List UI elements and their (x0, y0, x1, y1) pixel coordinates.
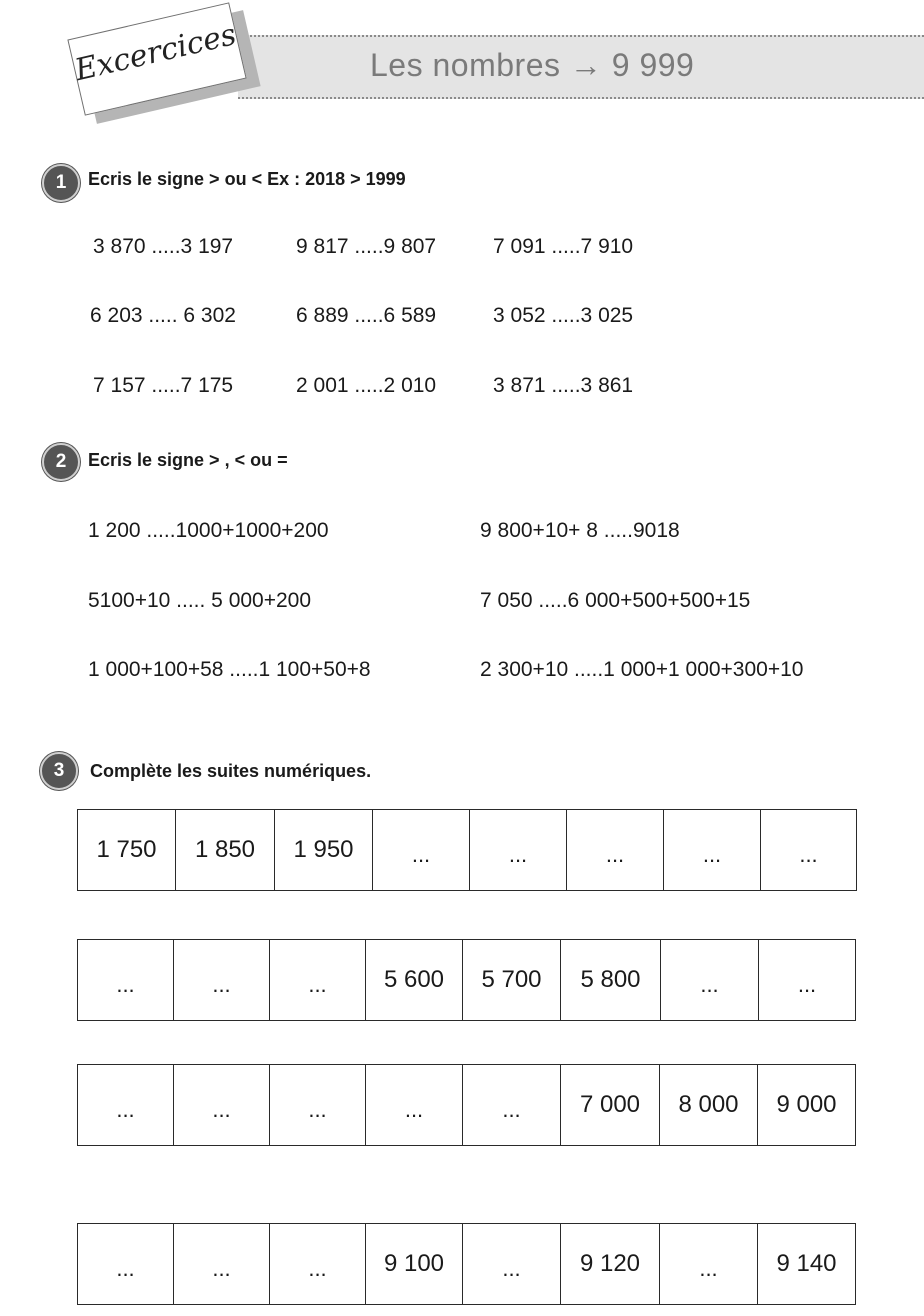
exercise-1-number: 1 (42, 164, 80, 202)
exercise-1-item: 7 157 .....7 175 (93, 374, 234, 397)
sequence-cell[interactable]: ... (174, 1065, 270, 1146)
exercise-3-number: 3 (40, 752, 78, 790)
exercise-2-item: 7 050 .....6 000+500+500+15 (480, 589, 751, 612)
sequence-cell[interactable]: ... (174, 1224, 270, 1305)
sequence-cell[interactable]: ... (463, 1224, 561, 1305)
sequence-cell[interactable]: ... (270, 1065, 366, 1146)
exercise-1-item: 3 871 .....3 861 (493, 374, 634, 397)
exercise-3-title: Complète les suites numériques. (90, 761, 372, 781)
exercise-2-item: 2 300+10 .....1 000+1 000+300+10 (480, 658, 804, 681)
exercise-1-item: 3 870 .....3 197 (93, 235, 234, 258)
exercise-2-item: 1 000+100+58 .....1 100+50+8 (88, 658, 371, 681)
sequence-cell[interactable]: ... (660, 1224, 758, 1305)
exercise-2-item: 9 800+10+ 8 .....9018 (480, 519, 680, 542)
sequence-cell: 9 000 (758, 1065, 856, 1146)
exercise-2-title: Ecris le signe > , < ou = (88, 450, 288, 470)
sequence-table-4 (77, 1223, 856, 1305)
sequence-cell: 5 800 (561, 940, 661, 1021)
sequence-cell[interactable]: ... (664, 810, 761, 891)
sequence-table-1 (77, 809, 857, 891)
sequence-cell[interactable]: ... (759, 940, 856, 1021)
sequence-cell: 7 000 (561, 1065, 660, 1146)
exercices-badge (67, 2, 246, 115)
sequence-cell: 5 600 (366, 940, 463, 1021)
table-row (78, 1224, 856, 1305)
sequence-cell[interactable]: ... (661, 940, 759, 1021)
sequence-cell[interactable]: ... (270, 940, 366, 1021)
exercise-2-item: 5100+10 ..... 5 000+200 (88, 589, 312, 612)
sequence-cell: 1 750 (78, 810, 176, 891)
exercise-2-item: 1 200 .....1000+1000+200 (88, 519, 329, 542)
sequence-cell[interactable]: ... (761, 810, 857, 891)
exercise-2-number: 2 (42, 443, 80, 481)
sequence-cell[interactable]: ... (463, 1065, 561, 1146)
sequence-table-3 (77, 1064, 856, 1146)
sequence-cell: 8 000 (660, 1065, 758, 1146)
sequence-cell[interactable]: ... (366, 1065, 463, 1146)
exercise-1-item: 2 001 .....2 010 (296, 374, 437, 397)
exercise-1-item: 9 817 .....9 807 (296, 235, 437, 258)
sequence-cell[interactable]: ... (78, 1065, 174, 1146)
sequence-cell[interactable]: ... (567, 810, 664, 891)
sequence-cell[interactable]: ... (78, 940, 174, 1021)
sequence-cell[interactable]: ... (78, 1224, 174, 1305)
page-title: Les nombres → 9 999 (370, 47, 695, 83)
sequence-table-2 (77, 939, 856, 1021)
sequence-cell: 1 950 (275, 810, 373, 891)
sequence-cell[interactable]: ... (373, 810, 470, 891)
sequence-cell: 9 120 (561, 1224, 660, 1305)
exercise-1-item: 3 052 .....3 025 (493, 304, 634, 327)
sequence-cell: 1 850 (176, 810, 275, 891)
table-row (78, 1065, 856, 1146)
table-row (78, 940, 856, 1021)
sequence-cell: 9 140 (758, 1224, 856, 1305)
exercise-1-item: 6 203 ..... 6 302 (90, 304, 236, 327)
badge-label: Excercices (71, 17, 240, 89)
sequence-cell[interactable]: ... (470, 810, 567, 891)
sequence-cell: 9 100 (366, 1224, 463, 1305)
sequence-cell[interactable]: ... (270, 1224, 366, 1305)
sequence-cell: 5 700 (463, 940, 561, 1021)
sequence-cell[interactable]: ... (174, 940, 270, 1021)
exercise-1-item: 7 091 .....7 910 (493, 235, 634, 258)
table-row (78, 810, 857, 891)
exercise-1-title: Ecris le signe > ou < Ex : 2018 > 1999 (88, 169, 406, 189)
exercise-1-item: 6 889 .....6 589 (296, 304, 437, 327)
